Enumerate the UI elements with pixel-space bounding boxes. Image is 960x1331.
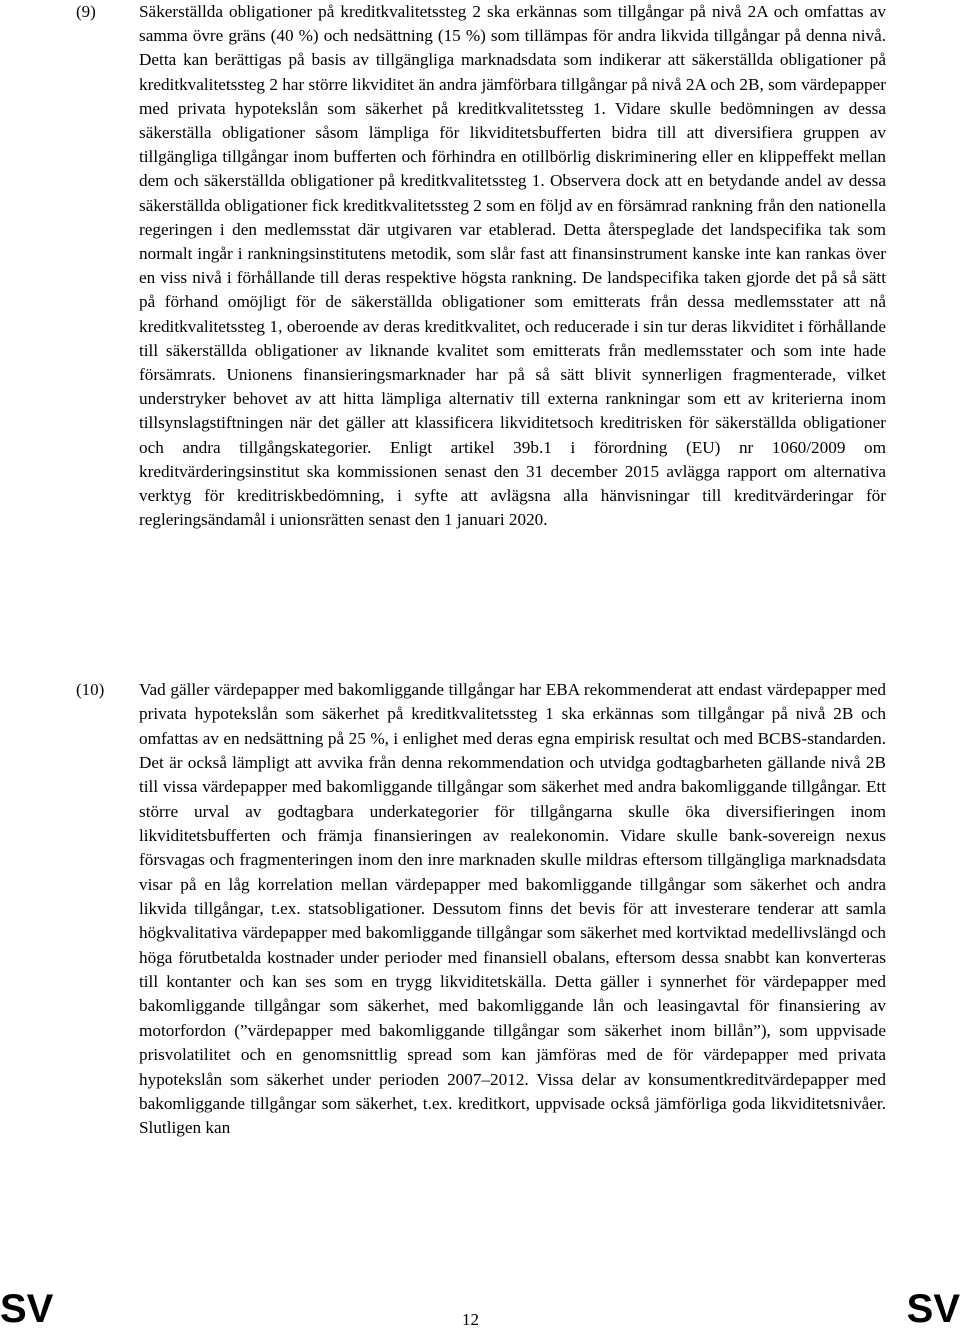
footer-language-left: SV (0, 1287, 54, 1331)
page-number: 12 (462, 1310, 479, 1329)
recital-paragraph: Vad gäller värdepapper med bakomliggande tillgångar har EBA rekommenderat att endast värdepapper med privata hypotekslån som säkerhet på kreditkvalitetssteg 1 ska erkännas som tillgångar på nivå 2B och omfattas av en nedsättning på 25 %, i enlighet med deras egna empirisk resultat och med BCBS-standarden. Det är också lämpligt att avvika från denna rekommendation och utvidga godtagbarheten gällande nivå 2B till vissa värdepapper med bakomliggande tillgångar som säkerhet med andra bakomliggande tillgångar. Ett större urval av godtagbara underkategorier för tillgångarna skulle öka diversifieringen inom likviditetsbufferten och främja finansieringen av realekonomin. Vidare skulle bank-sovereign nexus försvagas och fragmenteringen inom den inre marknaden skulle mildras eftersom tillgängliga marknadsdata visar på en låg korrelation mellan värdepapper med bakomliggande tillgångar som säkerhet och andra likvida tillgångar, t.ex. statsobligationer. Dessutom finns det bevis för att investerare tenderar att samla högkvalitativa värdepapper med bakomliggande tillgångar som säkerhet med kortviktad medellivslängd och höga förutbetalda kostnader under perioder med finansiell obalans, eftersom dessa snabbt kan konverteras till kontanter och kan ses som en trygg likviditetskälla. Detta gäller i synnerhet för värdepapper med bakomliggande tillgångar som säkerhet, med bakomliggande lån och leasingavtal för finansiering av motorfordon (”värdepapper med bakomliggande tillgångar som säkerhet inom billån”), som uppvisade prisvolatilitet och en genomsnittlig spread som kan jämföras med de för värdepapper med privata hypotekslån som säkerhet under perioden 2007–2012. Vissa delar av konsumentkreditvärdepapper med bakomliggande tillgångar som säkerhet, t.ex. kreditkort, uppvisade också jämförliga goda likviditetsnivåer. Slutligen kan (139, 680, 886, 1138)
recital-paragraph: Säkerställda obligationer på kreditkvalitetssteg 2 ska erkännas som tillgångar på nivå 2A och omfattas av samma övre gräns (40 %) och nedsättning (15 %) som tillämpas för andra likvida tillgångar på denna nivå. Detta kan berättigas på basis av tillgängliga marknadsdata som indikerar att säkerställda obligationer på kreditkvalitetssteg 2 har större likviditet än andra jämförbara tillgångar på nivå 2A och 2B, som värdepapper med privata hypotekslån som säkerhet på kreditkvalitetssteg 1. Vidare skulle bedömningen av dessa säkerställa obligationer såsom lämpliga för likviditetsbufferten bidra till att diversifiera gruppen av tillgängliga tillgångar inom bufferten och förhindra en otillbörlig diskriminering eller en klippeffekt mellan dem och säkerställda obligationer på kreditkvalitetssteg 1. Observera dock att en betydande andel av dessa säkerställda obligationer fick kreditkvalitetssteg 2 som en följd av en försämrad rankning från den nationella regeringen i den medlemsstat där utgivaren var etablerad. Detta återspeglade det landspecifika tak som normalt ingår i rankningsinstitutens metodik, som slår fast att finansinstrument kanske inte kan rankas över en viss nivå i förhållande till deras respektive högsta rankning. De landspecifika taken gjorde det på så sätt på förhand omöjligt för de säkerställda obligationer som emitterats från dessa medlemsstater att nå kreditkvalitetssteg 1, oberoende av deras kreditkvalitet, och reducerade i sin tur deras likviditet i förhållande till säkerställda obligationer av liknande kvalitet som emitterats från medlemsstater och som inte hade försämrats. Unionens finansieringsmarknader har på så sätt blivit synnerligen fragmenterade, vilket understryker behovet av att hitta lämpliga alternativ till externa rankningar som ett av kriterierna inom tillsynslagstiftningen när det gäller att klassificera likviditetsoch kreditrisken för säkerställda obligationer och andra tillgångskategorier. Enligt artikel 39b.1 i förordning (EU) nr 1060/2009 om kreditvärderingsinstitut ska kommissionen senast den 31 december 2015 avlägga rapport om alternativa verktyg för kreditriskbedömning, i syfte att avlägsna alla hänvisningar till kreditvärderingar för regleringsändamål i unionsrätten senast den 1 januari 2020. (139, 2, 886, 530)
recital-number: (9) (76, 2, 96, 21)
recital-number: (10) (76, 680, 105, 699)
footer-language-right: SV (906, 1287, 960, 1331)
